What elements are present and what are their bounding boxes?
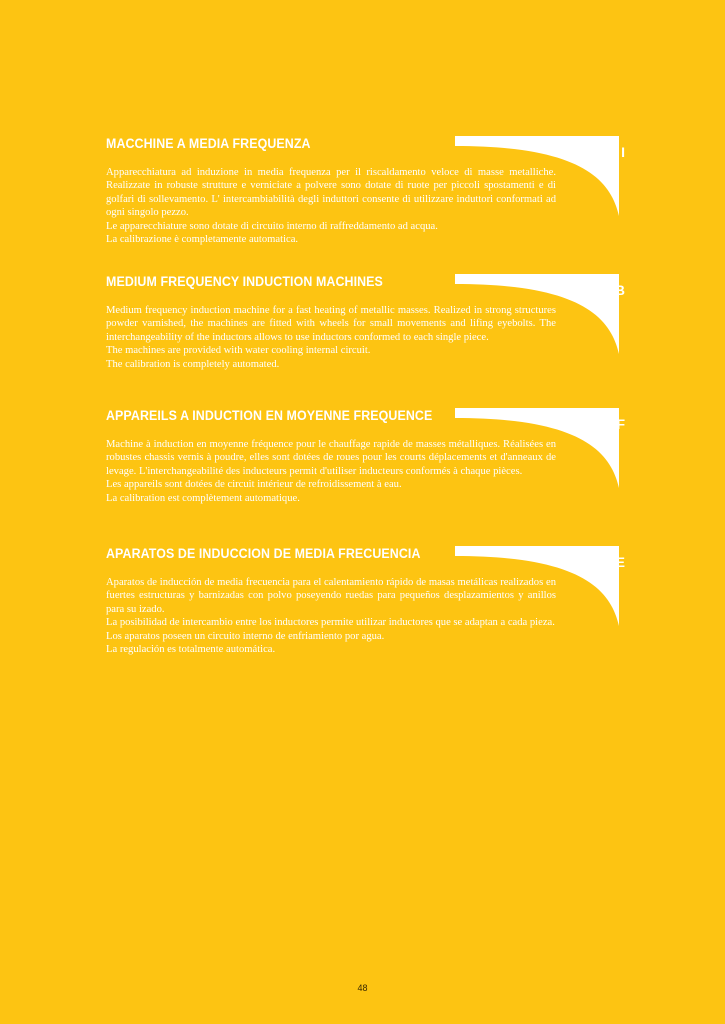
body-paragraph: La posibilidad de intercambio entre los inductores permite utilizar inductores que se adaptan a cada pieza.: [106, 617, 555, 629]
body-paragraph: Medium frequency induction machine for a fast heating of metallic masses. Realized in strong structures powder varnished, the machines are fitted with wheels for small movements and lifing eyebolts. The interchangeability of the inductors allows to use inductors conformed to each single piece.: [106, 305, 556, 343]
language-code: I: [621, 144, 625, 160]
body-paragraph: The calibration is completely automated.: [106, 358, 280, 370]
section-body: [106, 304, 556, 371]
language-code: F: [616, 416, 625, 432]
page-number: 48: [357, 983, 368, 993]
section-heading: MEDIUM FREQUENCY INDUCTION MACHINES: [106, 274, 383, 289]
section-body: [106, 438, 556, 505]
section-body: [106, 576, 556, 656]
language-code: GB: [604, 282, 625, 298]
body-paragraph: Les appareils sont dotées de circuit intérieur de refroidissement à eau.: [106, 479, 402, 491]
section-heading: MACCHINE A MEDIA FREQUENZA: [106, 136, 311, 151]
section-heading: APARATOS DE INDUCCION DE MEDIA FRECUENCIA: [106, 546, 421, 561]
body-paragraph: The machines are provided with water cooling internal circuit.: [106, 345, 371, 357]
body-paragraph: Le apparecchiature sono dotate di circuito interno di raffreddamento ad acqua.: [106, 220, 438, 232]
body-paragraph: Los aparatos poseen un circuito interno de enfriamiento por agua.: [106, 630, 385, 642]
body-paragraph: Apparecchiatura ad induzione in media frequenza per il riscaldamento veloce di masse metalliche. Realizzate in robuste strutture e verniciate a polvere sono dotate di ruote per piccoli spostamenti e di golfari di sollevamento. L' intercambiabilità degli induttori consente di utilizzare induttori conformati ad ogni singolo pezzo.: [106, 167, 556, 219]
body-paragraph: Machine à induction en moyenne fréquence pour le chauffage rapide de masses métalliques. Réalisées en robustes chassis vernis à poudre, elles sont dotées de roues pour les courts déplacements et d'anneaux de levage. L'interchangeabilité des inducteurs permit d'utiliser inducteurs conformés à chaque pièces.: [106, 439, 556, 477]
body-paragraph: La calibration est complètement automatique.: [106, 492, 300, 504]
body-paragraph: Aparatos de inducción de media frecuencia para el calentamiento rápido de masas metálicas realizados en fuertes estructuras y barnizadas con polvo poseyendo ruedas para pequeños desplazamientos y anillos para su izado.: [106, 577, 556, 615]
body-paragraph: La regulación es totalmente automática.: [106, 644, 276, 656]
section-body: [106, 166, 556, 246]
body-paragraph: La calibrazione è completamente automatica.: [106, 234, 299, 246]
section-heading: APPAREILS A INDUCTION EN MOYENNE FREQUENCE: [106, 408, 433, 423]
language-code: E: [615, 554, 625, 570]
